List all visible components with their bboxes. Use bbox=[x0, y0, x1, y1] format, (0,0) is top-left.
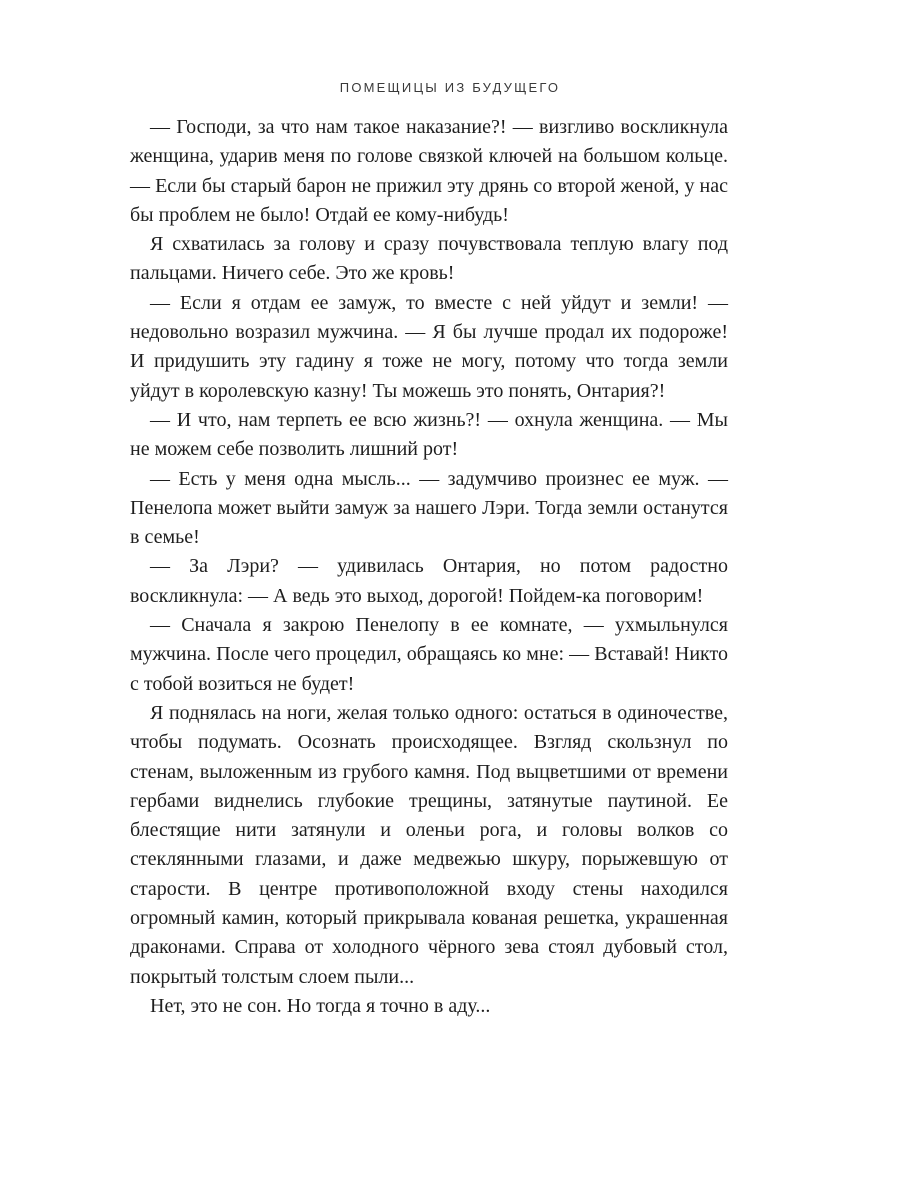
paragraph: Я поднялась на ноги, желая только одного: остаться в одиночестве, чтобы подумать. Осознать происходящее. Взгляд скользнул по стенам, выложенным из грубого камня. Под выцветшими от времени гербами виднелись глубокие трещины, затянутые паутиной. Ее блестящие нити затянули и оленьи рога, и головы волков со стеклянными глазами, и даже медвежью шкуру, порыжевшую от старости. В центре противоположной входу стены находился огромный камин, который прикрывала кованая решетка, украшенная драконами. Справа от холодного чёрного зева стоял дубовый стол, покрытый толстым слоем пыли... bbox=[130, 701, 728, 988]
paragraph: — Господи, за что нам такое наказание?! — визгливо воскликнула женщина, ударив меня по голове связкой ключей на большом кольце. — Если бы старый барон не прижил эту дрянь со второй женой, у нас бы проблем не было! Отдай ее кому-нибудь! bbox=[130, 116, 728, 226]
paragraph: — Если я отдам ее замуж, то вместе с ней уйдут и земли! — недовольно возразил мужчина. — Я бы лучше продал их подороже! И придушить эту гадину я тоже не могу, потому что тогда земли уйдут в королевскую казну! Ты можешь это понять, Онтария?! bbox=[130, 291, 728, 402]
body-text bbox=[130, 113, 728, 1021]
paragraph: Нет, это не сон. Но тогда я точно в аду... bbox=[150, 994, 491, 1017]
running-title: ПОМЕЩИЦЫ ИЗ БУДУЩЕГО bbox=[339, 80, 561, 95]
paragraph: — Есть у меня одна мысль... — задумчиво произнес ее муж. — Пенелопа может выйти замуж за нашего Лэри. Тогда земли останутся в семье! bbox=[130, 467, 728, 549]
paragraph: — За Лэри? — удивилась Онтария, но потом радостно воскликнула: — А ведь это выход, дорогой! Пойдем-ка поговорим! bbox=[130, 555, 728, 607]
paragraph: — Сначала я закрою Пенелопу в ее комнате, — ухмыльнулся мужчина. После чего процедил, обращаясь ко мне: — Вставай! Никто с тобой возиться не будет! bbox=[130, 614, 728, 695]
paragraph: — И что, нам терпеть ее всю жизнь?! — охнула женщина. — Мы не можем себе позволить лишний рот! bbox=[130, 408, 728, 461]
paragraph: Я схватилась за голову и сразу почувствовала теплую влагу под пальцами. Ничего себе. Это же кровь! bbox=[130, 233, 728, 285]
